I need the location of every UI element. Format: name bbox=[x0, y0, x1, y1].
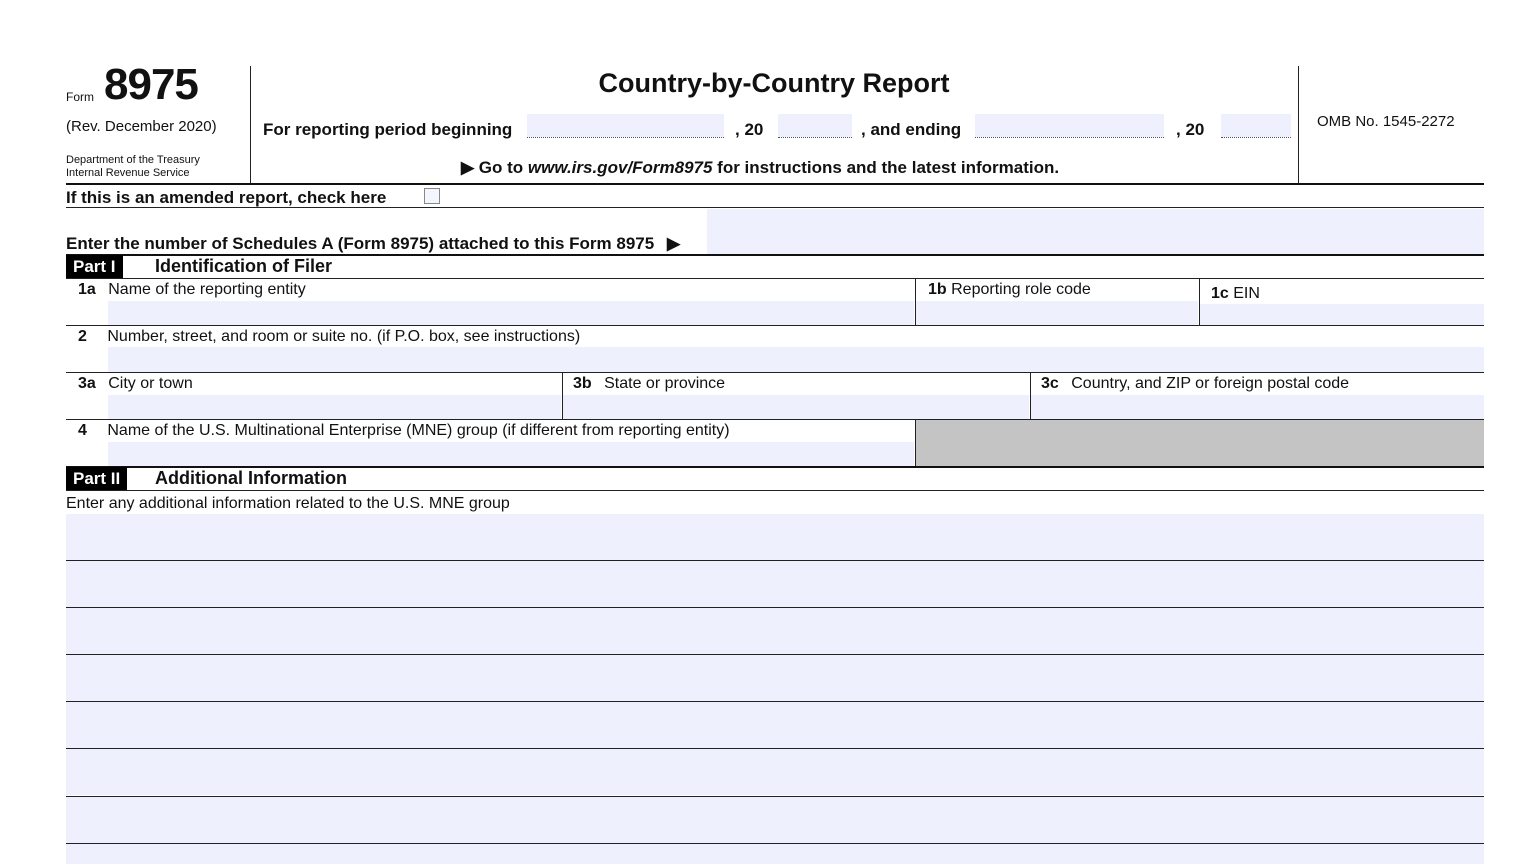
department-line: Department of the Treasury bbox=[66, 154, 200, 166]
line-1c-label: EIN bbox=[1233, 285, 1260, 302]
part2-header-rule bbox=[66, 490, 1484, 491]
line-3c bbox=[1041, 375, 1349, 393]
row2-rule bbox=[66, 372, 1484, 373]
period-begin-year-underline bbox=[778, 137, 852, 138]
schedules-label-text: Enter the number of Schedules A (Form 8975) attached to this Form 8975 bbox=[66, 234, 655, 253]
amended-label: If this is an amended report, check here bbox=[66, 188, 387, 207]
goto-prefix: ▶ Go to bbox=[461, 158, 528, 177]
state-province-field[interactable] bbox=[563, 395, 1029, 419]
line-1c bbox=[1211, 285, 1260, 303]
form-label bbox=[66, 88, 94, 106]
line-4-label: Name of the U.S. Multinational Enterprise (MNE) group (if different from reporting entity) bbox=[107, 422, 730, 439]
additional-info-line-8[interactable] bbox=[66, 844, 1484, 864]
part2-instructions: Enter any additional information related to the U.S. MNE group bbox=[66, 495, 510, 512]
page-title: Country-by-Country Report bbox=[598, 68, 950, 98]
irs-url-link[interactable]: www.irs.gov/Form8975 bbox=[527, 158, 713, 177]
city-field[interactable] bbox=[108, 395, 561, 419]
schedules-count-field[interactable] bbox=[707, 209, 1484, 254]
period-end-field[interactable] bbox=[975, 114, 1164, 137]
line-3a bbox=[78, 375, 193, 393]
part1-title: Identification of Filer bbox=[155, 256, 333, 276]
line-3b bbox=[573, 375, 725, 393]
amended-checkbox[interactable] bbox=[424, 188, 440, 204]
line-3b-number: 3b bbox=[573, 375, 592, 392]
agency-line: Internal Revenue Service bbox=[66, 167, 190, 179]
period-end-underline bbox=[975, 137, 1164, 138]
line-1a-number: 1a bbox=[78, 281, 96, 298]
year-label-2: , 20 bbox=[1176, 120, 1205, 139]
part2-tag: Part II bbox=[66, 467, 127, 490]
header-bottom-rule bbox=[66, 183, 1484, 185]
line-3c-label: Country, and ZIP or foreign postal code bbox=[1071, 375, 1350, 392]
line-1b bbox=[928, 281, 1091, 299]
arrow-right-icon: ▶ bbox=[666, 234, 681, 253]
part1-header-rule bbox=[66, 278, 1484, 279]
line-1a-label: Name of the reporting entity bbox=[108, 281, 306, 298]
additional-info-line-6[interactable] bbox=[66, 749, 1484, 795]
line-4 bbox=[78, 422, 730, 440]
line-3a-number: 3a bbox=[78, 375, 96, 392]
period-begin-field[interactable] bbox=[527, 114, 724, 137]
reporting-entity-name-field[interactable] bbox=[108, 301, 914, 325]
part1-tag: Part I bbox=[66, 255, 123, 278]
period-begin-underline bbox=[527, 137, 724, 138]
line-1b-number: 1b bbox=[928, 281, 947, 298]
ein-field[interactable] bbox=[1200, 304, 1484, 325]
line-1a bbox=[78, 281, 306, 299]
form-word: Form bbox=[66, 90, 94, 104]
additional-info-line-5[interactable] bbox=[66, 702, 1484, 748]
shaded-unused-area bbox=[916, 420, 1484, 466]
line-2-label: Number, street, and room or suite no. (if P.O. box, see instructions) bbox=[107, 328, 581, 345]
period-begin-label: For reporting period beginning bbox=[263, 120, 513, 139]
form-number: 8975 bbox=[104, 60, 198, 109]
street-address-field[interactable] bbox=[108, 347, 1484, 372]
additional-info-line-4[interactable] bbox=[66, 655, 1484, 701]
instructions-line bbox=[461, 158, 1059, 178]
line-1b-label: Reporting role code bbox=[951, 281, 1091, 298]
country-zip-field[interactable] bbox=[1031, 395, 1484, 419]
additional-info-line-7[interactable] bbox=[66, 797, 1484, 843]
period-end-year-underline bbox=[1221, 137, 1291, 138]
part2-title: Additional Information bbox=[155, 468, 347, 488]
header-divider-right bbox=[1298, 66, 1299, 184]
line-2 bbox=[78, 328, 580, 346]
additional-info-line-1[interactable] bbox=[66, 514, 1484, 560]
goto-suffix: for instructions and the latest information. bbox=[712, 158, 1060, 177]
omb-number: OMB No. 1545-2272 bbox=[1317, 113, 1455, 130]
schedules-label bbox=[66, 234, 680, 254]
mne-group-name-field[interactable] bbox=[108, 442, 914, 466]
reporting-role-code-field[interactable] bbox=[916, 301, 1198, 325]
period-begin-year-field[interactable] bbox=[778, 114, 852, 137]
year-label-1: , 20 bbox=[735, 120, 764, 139]
line-4-number: 4 bbox=[78, 422, 87, 439]
line-3b-label: State or province bbox=[604, 375, 726, 392]
additional-info-line-3[interactable] bbox=[66, 608, 1484, 654]
line-1c-number: 1c bbox=[1211, 285, 1229, 302]
additional-info-line-2[interactable] bbox=[66, 561, 1484, 607]
period-end-year-field[interactable] bbox=[1221, 114, 1291, 137]
and-ending-label: , and ending bbox=[861, 120, 962, 139]
form-revision: (Rev. December 2020) bbox=[66, 118, 217, 135]
line-3a-label: City or town bbox=[108, 375, 193, 392]
amended-rule bbox=[66, 207, 1484, 208]
line-3c-number: 3c bbox=[1041, 375, 1059, 392]
line-2-number: 2 bbox=[78, 328, 87, 345]
row1-rule bbox=[66, 325, 1484, 326]
